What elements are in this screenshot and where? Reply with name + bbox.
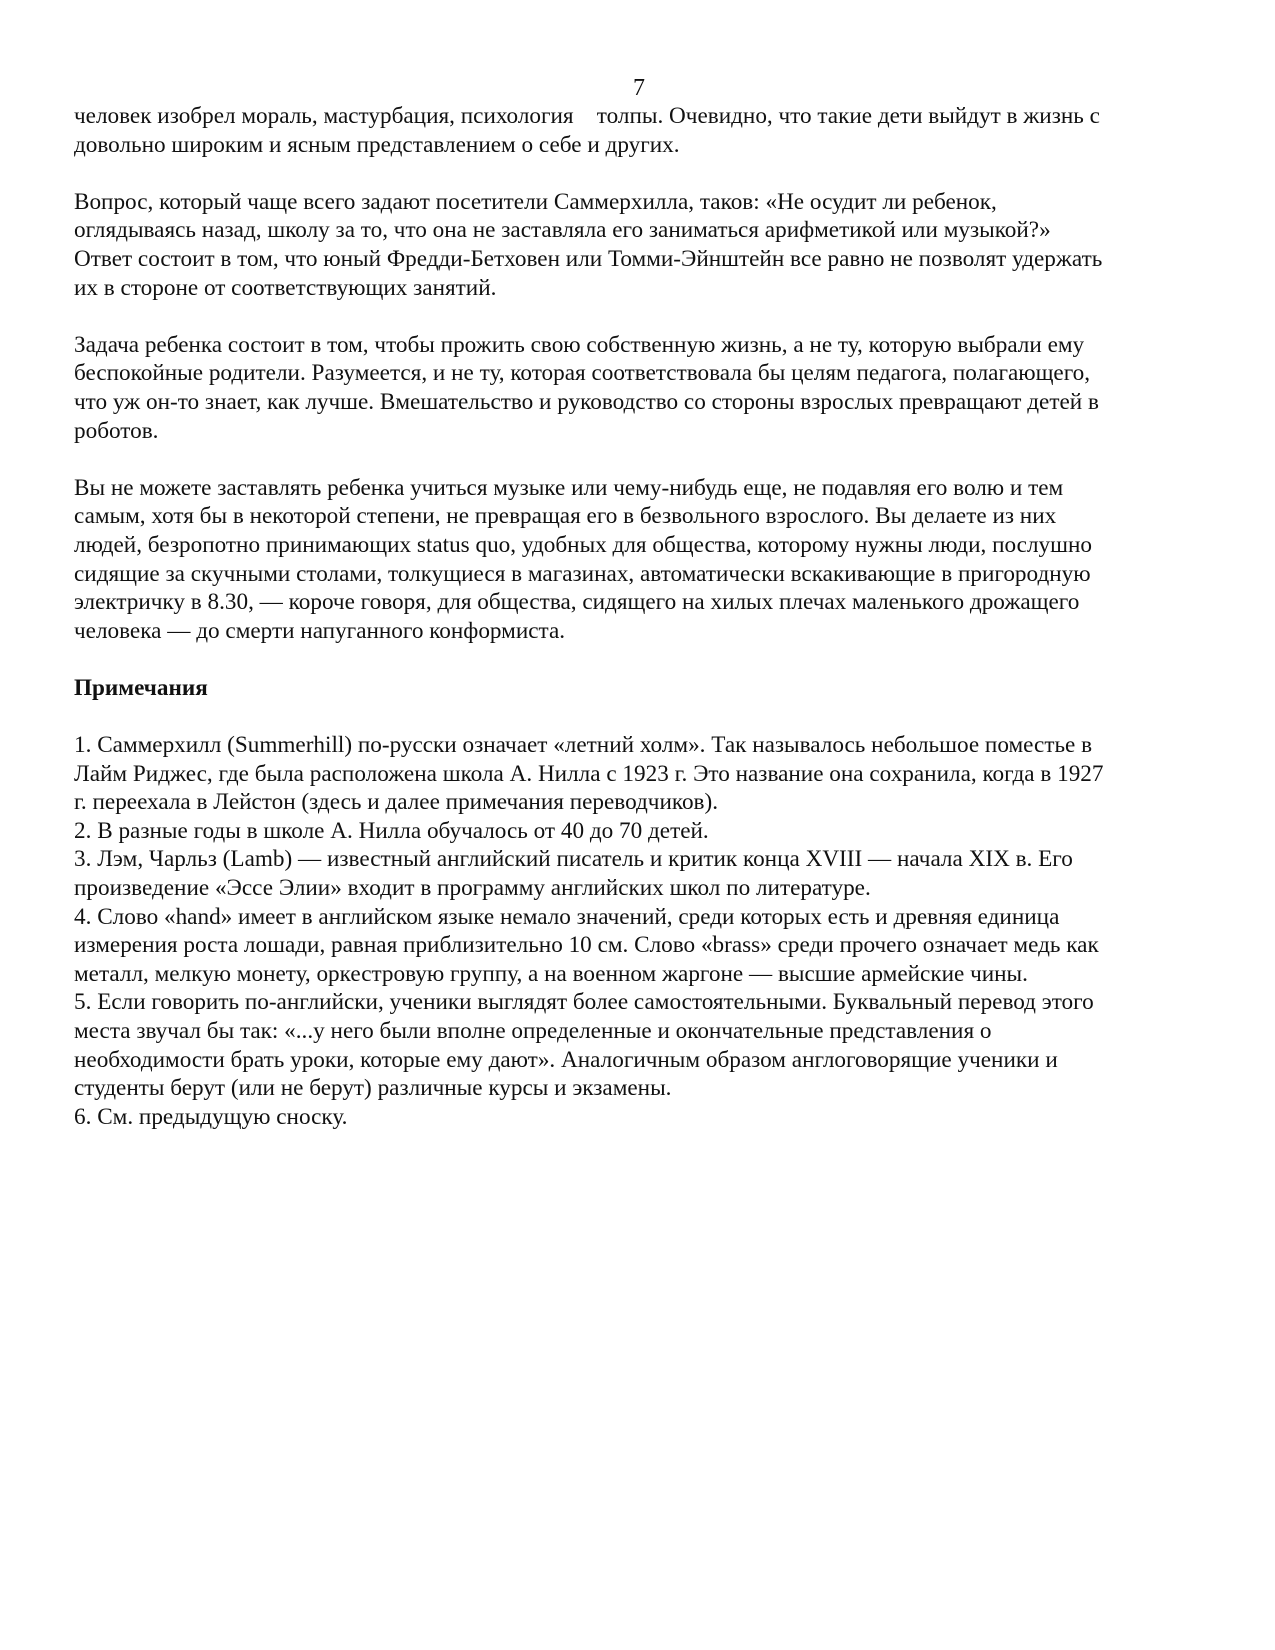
text-line: Задача ребенка состоит в том, чтобы прожить свою собственную жизнь, а не ту, которую выбрали ему: [74, 331, 1085, 358]
text-line: Вопрос, который чаще всего задают посетители Саммерхилла, таков: «Не осудит ли ребенок,: [74, 188, 997, 215]
text-line: сидящие за скучными столами, толкущиеся в магазинах, автоматически вскакивающие в пригородную: [74, 560, 1091, 587]
note-line: необходимости брать уроки, которые ему дают». Аналогичным образом англоговорящие ученики и: [74, 1046, 1058, 1073]
document-page: [74, 74, 1204, 1131]
text-line: что уж он-то знает, как лучше. Вмешательство и руководство со стороны взрослых превращают детей в: [74, 388, 1099, 415]
note-line: 1. Саммерхилл (Summerhill) по-русски означает «летний холм». Так называлось небольшое поместье в: [74, 732, 1093, 759]
text-line: беспокойные родители. Разумеется, и не ту, которая соответствовала бы целям педагога, полагающего,: [74, 360, 1091, 387]
notes-heading: Примечания: [74, 674, 208, 701]
note-line: места звучал бы так: «...у него были вполне определенные и окончательные представления о: [74, 1018, 992, 1044]
note-line: 3. Лэм, Чарльз (Lamb) — известный английский писатель и критик конца XVIII — начала XIX в. Его: [74, 846, 1073, 873]
text-line: электричку в 8.30, — короче говоря, для общества, сидящего на хилых плечах маленького дрожащего: [74, 589, 1080, 616]
paragraph-2: [74, 188, 1204, 302]
note-line: измерения роста лошади, равная приблизительно 10 см. Слово «brass» среди прочего означает медь как: [74, 932, 1099, 959]
notes-list: [74, 731, 1204, 1131]
text-line: Ответ состоит в том, что юный Фредди-Бетховен или Томми-Эйнштейн все равно не позволят удержать: [74, 245, 1103, 272]
note-line: 6. См. предыдущую сноску.: [74, 1103, 348, 1130]
paragraph-gap: [74, 645, 1204, 674]
text-line: довольно широким и ясным представлением о себе и других.: [74, 131, 680, 158]
paragraph-3: [74, 331, 1204, 445]
page-number: 7: [633, 75, 645, 101]
text-line: их в стороне от соответствующих занятий.: [74, 274, 497, 301]
paragraph-1: [74, 102, 1204, 159]
note-line: г. переехала в Лейстон (здесь и далее примечания переводчиков).: [74, 789, 719, 816]
paragraph-gap: [74, 702, 1204, 731]
paragraph-4: [74, 474, 1204, 646]
text-line: человека — до смерти напуганного конформиста.: [74, 617, 566, 644]
note-line: 4. Слово «hand» имеет в английском языке немало значений, среди которых есть и древняя единица: [74, 903, 1060, 930]
paragraph-gap: [74, 445, 1204, 474]
paragraph-gap: [74, 302, 1204, 331]
text-line: Вы не можете заставлять ребенка учиться музыке или чему-нибудь еще, не подавляя его волю и тем: [74, 474, 1064, 501]
note-line: произведение «Эссе Элии» входит в программу английских школ по литературе.: [74, 875, 871, 902]
paragraph-gap: [74, 159, 1204, 188]
text-line: роботов.: [74, 417, 159, 444]
text-line: людей, безропотно принимающих status quo, удобных для общества, которому нужны люди, послушно: [74, 531, 1092, 558]
note-line: 2. В разные годы в школе А. Нилла обучалось от 40 до 70 детей.: [74, 817, 709, 844]
note-line: студенты берут (или не берут) различные курсы и экзамены.: [74, 1075, 672, 1102]
note-line: металл, мелкую монету, оркестровую группу, а на военном жаргоне — высшие армейские чины.: [74, 960, 1028, 987]
text-line: оглядываясь назад, школу за то, что она не заставляла его заниматься арифметикой или музыкой?»: [74, 217, 1051, 244]
text-line: самым, хотя бы в некоторой степени, не превращая его в безвольного взрослого. Вы делаете из них: [74, 503, 1057, 530]
text-line: человек изобрел мораль, мастурбация, психология толпы. Очевидно, что такие дети выйдут в жизнь с: [74, 103, 1100, 129]
note-line: Лайм Риджес, где была расположена школа А. Нилла с 1923 г. Это название она сохранила, когда в 1927: [74, 760, 1104, 787]
note-line: 5. Если говорить по-английски, ученики выглядят более самостоятельными. Буквальный перевод этого: [74, 989, 1094, 1016]
